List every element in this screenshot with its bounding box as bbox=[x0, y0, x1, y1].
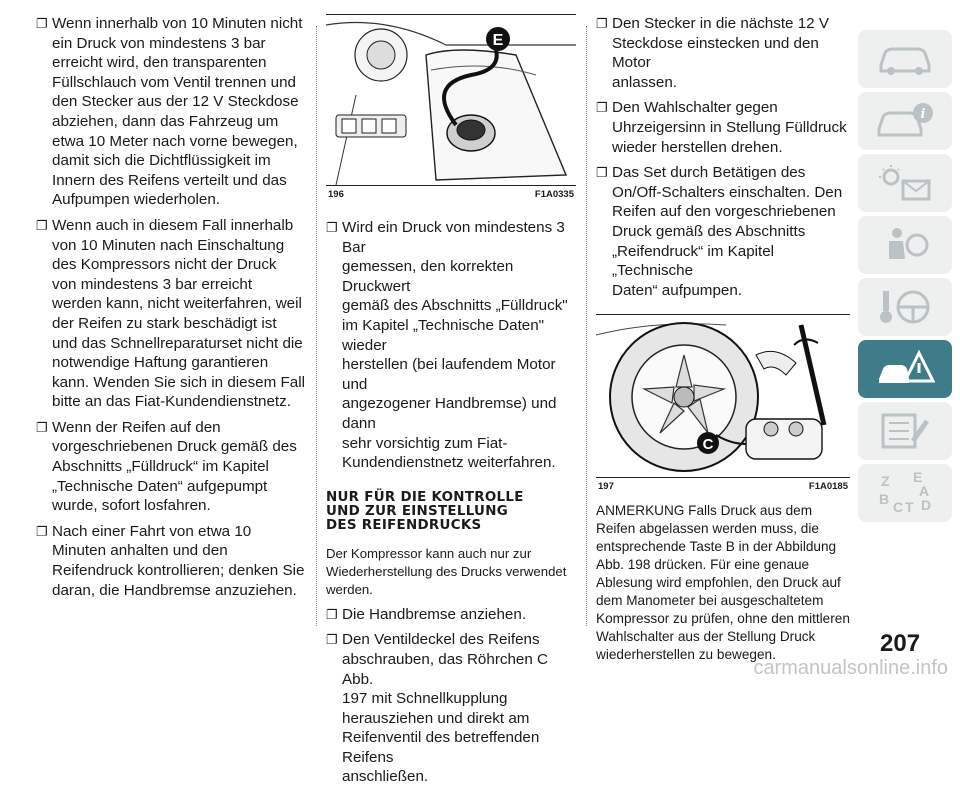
svg-text:C: C bbox=[893, 499, 904, 515]
figure-caption bbox=[596, 481, 850, 492]
bullet-item bbox=[36, 418, 306, 516]
svg-text:Z: Z bbox=[881, 473, 890, 489]
figure-caption bbox=[326, 189, 576, 200]
figure-code: F1A0335 bbox=[534, 189, 574, 200]
tire-compressor-drawing bbox=[596, 315, 850, 477]
tab-maintenance[interactable] bbox=[858, 402, 952, 460]
tab-car-overview[interactable] bbox=[858, 30, 952, 88]
bullet-item bbox=[596, 163, 850, 300]
tab-car-info[interactable] bbox=[858, 92, 952, 150]
tab-safety[interactable] bbox=[858, 216, 952, 274]
svg-text:D: D bbox=[921, 497, 932, 513]
checkbox-bullet-icon: ❐ bbox=[596, 100, 608, 116]
maintenance-checklist-icon bbox=[875, 411, 935, 451]
paragraph: Der Kompressor kann auch nur zur Wiederherstellung des Drucks verwendet werden. bbox=[326, 545, 567, 597]
callout-letter: E bbox=[492, 32, 504, 49]
car-overview-icon bbox=[875, 39, 935, 79]
chapter-tab-sidebar bbox=[858, 30, 954, 526]
bullet-text: Wenn innerhalb von 10 Minuten nicht ein Druck von mindestens 3 bar erreicht wird, den transparenten Füllschlauch vom Ventil trennen und den Stecker aus der 12 V Steckdose abziehen, dann das Fahrzeug um etwa 10 Meter nach vorne bewegen, damit sich die Dichtflüssigkeit im Innern des Reifens verteilt und das Aufpumpen wiederholen. bbox=[52, 15, 303, 209]
key-steering-wheel-icon bbox=[875, 287, 935, 327]
text-column-3 bbox=[596, 14, 850, 670]
figure-196-illustration bbox=[326, 14, 576, 186]
bullet-item bbox=[326, 630, 576, 787]
bullet-text: Wird ein Druck von mindestens 3 Bar gemessen, den korrekten Druckwert gemäß des Abschnitts „Fülldruck" im Kapitel „Technische Daten" wieder herstellen (bei laufendem Motor und angezogener Handbremse) und dann sehr vorsichtig zum Fiat- Kundendienstnetz weiterfahren. bbox=[342, 219, 568, 472]
bullet-item bbox=[36, 522, 306, 600]
svg-text:T: T bbox=[905, 499, 914, 515]
column-divider bbox=[586, 26, 587, 626]
tab-warning-lights[interactable] bbox=[858, 154, 952, 212]
checkbox-bullet-icon: ❐ bbox=[326, 220, 338, 235]
bullet-item bbox=[36, 14, 306, 210]
emergency-breakdown-icon bbox=[875, 349, 935, 389]
technical-data-letters-icon bbox=[875, 470, 935, 516]
checkbox-bullet-icon: ❐ bbox=[596, 165, 608, 181]
text-column-1 bbox=[36, 14, 306, 606]
checkbox-bullet-icon: ❐ bbox=[36, 217, 48, 233]
callout-letter: C bbox=[702, 436, 714, 454]
airbag-passenger-icon bbox=[875, 225, 935, 265]
bullet-item bbox=[596, 14, 850, 92]
figure-number: 196 bbox=[328, 189, 344, 200]
car-info-icon bbox=[875, 101, 935, 141]
note-paragraph: ANMERKUNG Falls Druck aus dem Reifen abgelassen werden muss, die entsprechende Taste B in der Abbildung Abb. 198 drücken. Für eine genaue Ablesung wird empfohlen, den Druck auf dem Manometer bei ausgeschaltetem Kompressor zu prüfen, ohne den mittleren Wahlschalter aus der Stellung Druck wiederherstellen zu bewegen. bbox=[596, 503, 850, 663]
bullet-text: Das Set durch Betätigen des On/Off-Schalters einschalten. Den Reifen auf den vorgeschriebenen Druck gemäß des Abschnitts „Reifendruck“ im Kapitel „Technische Daten“ aufpumpen. bbox=[612, 164, 843, 299]
page-number: 207 bbox=[880, 630, 921, 657]
checkbox-bullet-icon: ❐ bbox=[326, 632, 338, 648]
checkbox-bullet-icon: ❐ bbox=[596, 16, 608, 31]
figure-197-illustration bbox=[596, 314, 850, 478]
figure-number: 197 bbox=[598, 481, 614, 493]
bullet-text: Den Wahlschalter gegen Uhrzeigersinn in Stellung Fülldruck wieder herstellen drehen. bbox=[612, 99, 847, 156]
checkbox-bullet-icon: ❐ bbox=[36, 419, 48, 435]
bullet-item bbox=[36, 216, 306, 412]
warning-light-message-icon bbox=[875, 163, 935, 203]
svg-text:B: B bbox=[879, 491, 890, 507]
bullet-item bbox=[326, 605, 576, 625]
column-divider bbox=[316, 26, 317, 626]
tab-technical-data[interactable] bbox=[858, 464, 952, 522]
tab-emergency[interactable] bbox=[858, 340, 952, 398]
svg-text:E: E bbox=[913, 470, 923, 485]
bullet-text: Den Stecker in die nächste 12 V Steckdose einstecken und den Motor anlassen. bbox=[612, 15, 829, 91]
section-heading: NUR FÜR DIE KONTROLLE UND ZUR EINSTELLUNG DES REIFENDRUCKS bbox=[326, 489, 524, 533]
bullet-text: Wenn auch in diesem Fall innerhalb von 10 Minuten nach Einschaltung des Kompressors nicht der Druck von mindestens 3 bar erreicht werden kann, nicht weiterfahren, weil der Reifen zu stark beschädigt ist und das Schnellreparaturset nicht die notwendige Haftung garantieren kann. Wenden Sie sich in diesem Fall bitte an das Fiat-Kundendienstnetz. bbox=[52, 216, 305, 411]
dashboard-socket-drawing bbox=[326, 15, 576, 185]
tab-starting-driving[interactable] bbox=[858, 278, 952, 336]
bullet-text: Die Handbremse anziehen. bbox=[342, 605, 527, 623]
svg-text:i: i bbox=[920, 107, 926, 122]
bullet-text: Nach einer Fahrt von etwa 10 Minuten anhalten und den Reifendruck kontrollieren; denken Sie daran, die Handbremse anzuziehen. bbox=[52, 522, 305, 599]
text-column-2 bbox=[326, 14, 576, 793]
bullet-item bbox=[326, 218, 576, 473]
watermark: carmanualsonline.info bbox=[753, 657, 948, 679]
bullet-text: Den Ventildeckel des Reifens abschrauben, das Röhrchen C Abb. 197 mit Schnellkupplung herausziehen und direkt am Reifenventil des betreffenden Reifens anschließen. bbox=[342, 631, 549, 786]
figure-code: F1A0185 bbox=[808, 481, 848, 493]
checkbox-bullet-icon: ❐ bbox=[326, 606, 338, 622]
svg-text:A: A bbox=[919, 483, 930, 499]
bullet-text: Wenn der Reifen auf den vorgeschriebenen Druck gemäß des Abschnitts „Fülldruck“ im Kapitel „Technische Daten“ aufgepumpt wurde, sofort losfahren. bbox=[52, 418, 297, 515]
bullet-item bbox=[596, 98, 850, 157]
checkbox-bullet-icon: ❐ bbox=[36, 16, 48, 31]
checkbox-bullet-icon: ❐ bbox=[36, 523, 48, 539]
